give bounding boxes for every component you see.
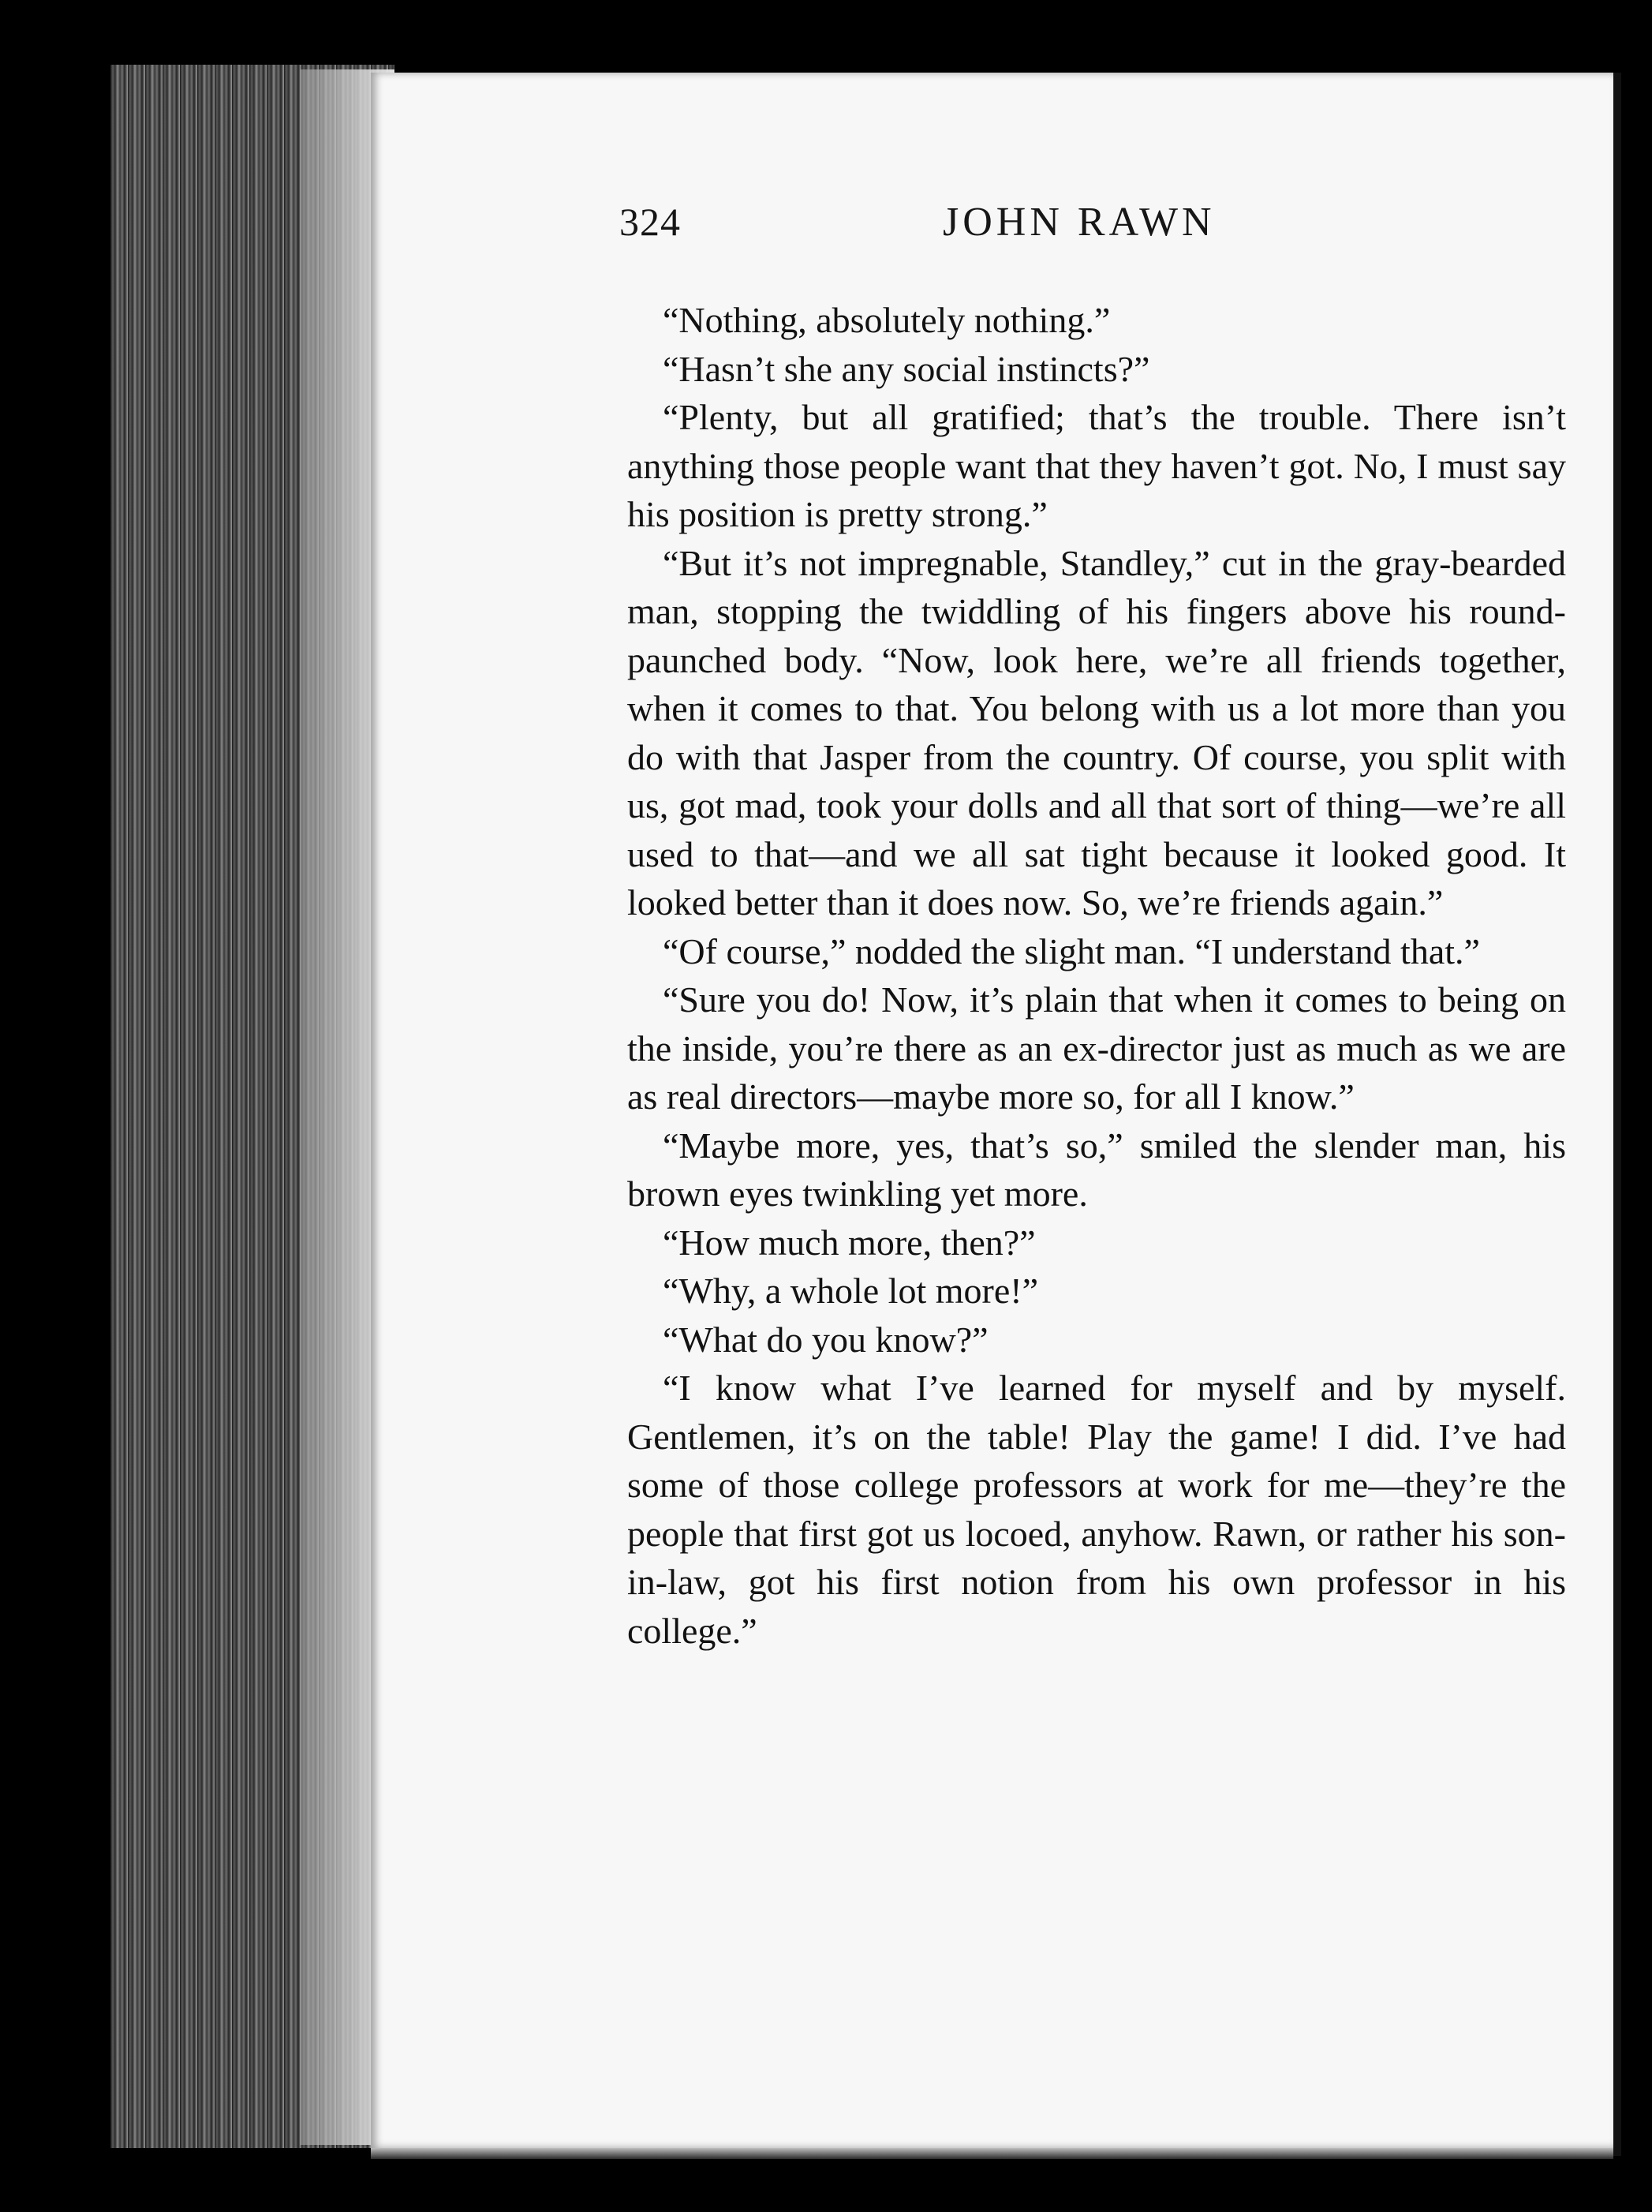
paragraph: “Maybe more, yes, that’s so,” smiled the slender man, his brown eyes twinkling yet more. [627, 1125, 1566, 1214]
paragraph: “I know what I’ve learned for myself and by myself. Gentlemen, it’s on the table! Play the game! I did. I’ve had some of those college professors at work for me—they’re the people that first got us locoed, anyhow. Rawn, or rather his son-in-law, got his first notion from his own professor in his college.” [627, 1368, 1566, 1651]
paragraph: “Nothing, absolutely nothing.” [663, 300, 1111, 340]
paragraph: “What do you know?” [663, 1319, 989, 1360]
page-number: 324 [619, 200, 681, 244]
paragraph: “Plenty, but all gratified; that’s the trouble. There isn’t anything those people want that they haven’t got. No, I must say his position is pretty strong.” [627, 397, 1566, 534]
paragraph: “How much more, then?” [663, 1222, 1036, 1263]
page-bottom-edge [371, 2148, 1613, 2159]
body-text [627, 296, 1566, 1655]
paragraph: “Why, a whole lot more!” [663, 1271, 1038, 1311]
running-head [619, 199, 1570, 262]
paragraph: “Hasn’t she any social instincts?” [663, 348, 1150, 389]
paragraph: “But it’s not impregnable, Standley,” cut in the gray-bearded man, stopping the twiddling of his fingers above his round-paunched body. “Now, look here, we’re all friends together, when it comes to that. You belong with us a lot more than you do with that Jasper from the country. Of course, you split with us, got mad, took your dolls and all that sort of thing—we’re all used to that—and we all sat tight because it looked good. It looked better than it does now. So, we’re friends again.” [627, 542, 1566, 923]
running-title: JOHN RAWN [943, 200, 1216, 245]
paragraph: “Of course,” nodded the slight man. “I understand that.” [663, 930, 1480, 971]
page-right-edge [1613, 73, 1621, 2156]
paragraph: “Sure you do! Now, it’s plain that when it comes to being on the inside, you’re there as an ex-director just as much as we are as real directors—maybe more so, for all I know.” [627, 979, 1566, 1117]
